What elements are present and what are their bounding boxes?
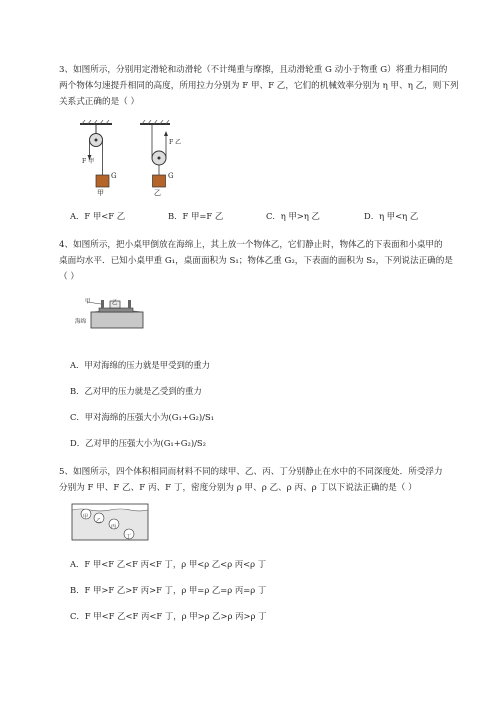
- ball-label-jia: 甲: [83, 514, 89, 520]
- caption-yi: 乙: [154, 189, 161, 197]
- q4-option-b[interactable]: B．乙对甲的压力就是乙受到的重力: [70, 386, 202, 396]
- q5-option-b[interactable]: B．F 甲>F 乙>F 丙>F 丁，ρ 甲=ρ 乙=ρ 丙=ρ 丁: [70, 585, 267, 595]
- q5-line-2: 分别为 F 甲、F 乙、F 丙、F 丁，密度分别为 ρ 甲、ρ 乙、ρ 丙、ρ 丁以下说法正确的是（ ）: [59, 483, 417, 493]
- label-g-1: G: [111, 172, 117, 180]
- q3-option-b[interactable]: B．F 甲=F 乙: [168, 211, 224, 221]
- q3-option-d[interactable]: D．η 甲<η 乙: [364, 211, 419, 221]
- q5-option-a[interactable]: A．F 甲<F 乙<F 丙<F 丁，ρ 甲<ρ 乙<ρ 丙<ρ 丁: [70, 559, 267, 569]
- q4-line-1: 4、如图所示，把小桌甲倒放在海绵上，其上放一个物体乙，它们静止时，物体乙的下表面和小桌甲的: [59, 240, 443, 250]
- ball-label-ding: 丁: [126, 534, 132, 540]
- ball-label-bing: 丙: [111, 524, 117, 530]
- q3-line-1: 3、如图所示，分别用定滑轮和动滑轮（不计绳重与摩擦，且动滑轮重 G 动小于物重 G）将重力相同的: [59, 65, 448, 75]
- label-jia: 甲: [85, 299, 91, 305]
- q3-option-c[interactable]: C．η 甲>η 乙: [266, 211, 320, 221]
- water-tank-figure: [70, 502, 150, 542]
- label-g-2: G: [168, 172, 174, 180]
- label-f-yi: F 乙: [169, 139, 182, 146]
- label-f-jia: F 甲: [82, 158, 95, 165]
- caption-jia: 甲: [97, 189, 104, 197]
- q5-option-c[interactable]: C．F 甲<F 乙<F 丙<F 丁，ρ 甲>ρ 乙>ρ 丙>ρ 丁: [70, 611, 267, 621]
- q3-option-a[interactable]: A．F 甲<F 乙: [70, 211, 126, 221]
- label-sponge: 海绵: [75, 319, 87, 325]
- q5-line-1: 5、如图所示，四个体积相同而材料不同的球甲、乙、丙、丁分别静止在水中的不同深度处．所受浮力: [59, 467, 443, 477]
- q4-line-3: （ ）: [59, 272, 79, 282]
- label-yi: 乙: [112, 300, 118, 306]
- q4-line-2: 桌面均水平．已知小桌甲重 G₁，桌面面积为 S₁；物体乙重 G₂，下表面的面积为 S₂，下列说法正确的是: [59, 256, 453, 266]
- q4-option-d[interactable]: D．乙对甲的压强大小为(G₁+G₂)/S₂: [70, 438, 207, 448]
- q4-option-c[interactable]: C．甲对海绵的压强大小为(G₁+G₂)/S₁: [70, 412, 215, 422]
- q4-option-a[interactable]: A．甲对海绵的压力就是甲受到的重力: [70, 360, 211, 370]
- ball-label-yi: 乙: [96, 518, 102, 524]
- q3-line-3: 关系式正确的是（ ）: [59, 97, 140, 107]
- q3-line-2: 两个物体匀速提升相同的高度，所用拉力分别为 F 甲、F 乙，它们的机械效率分别为 η 甲、η 乙，则下列: [59, 81, 459, 91]
